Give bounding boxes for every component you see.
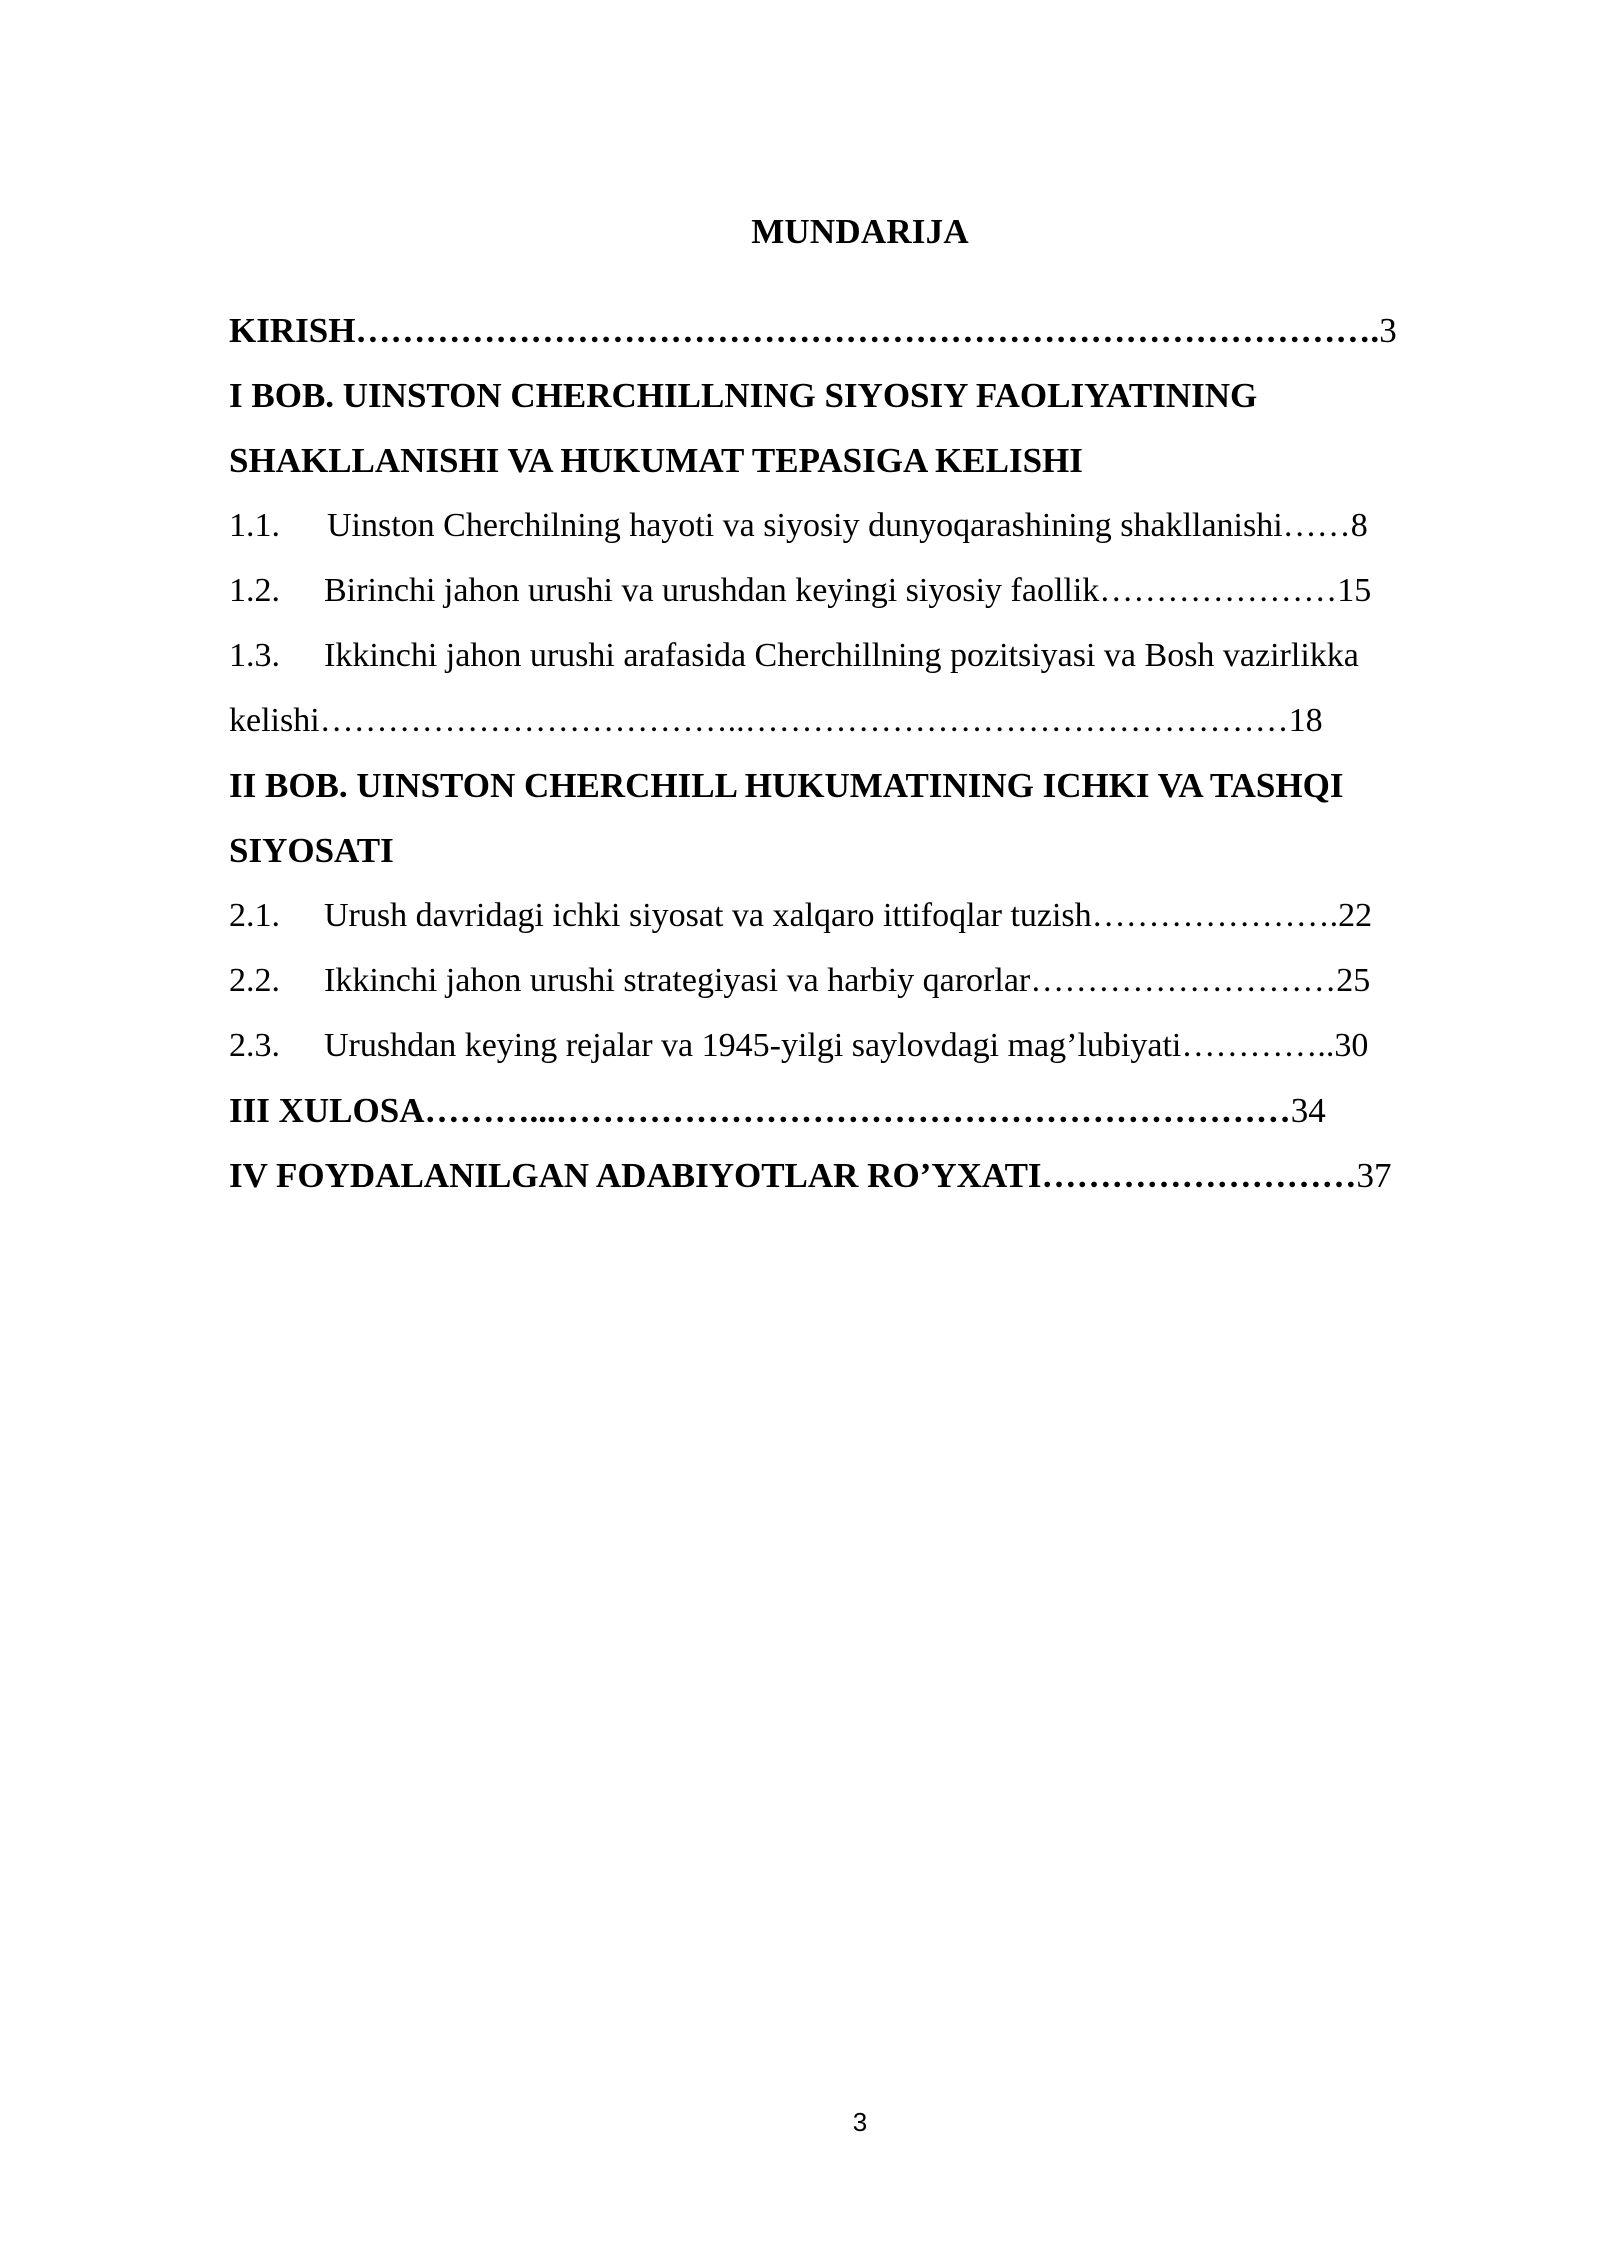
toc-entry-text: Birinchi jahon urushi va urushdan keyingi siyosiy faollik………………… bbox=[324, 572, 1338, 609]
toc-entry-number: 1.1. bbox=[229, 507, 280, 544]
toc-entry-text: III XULOSA………...……………………………………………………… bbox=[229, 1091, 1291, 1130]
toc-entry-text: Uinston Cherchilning hayoti va siyosiy dunyoqarashining shakllanishi…… bbox=[327, 507, 1351, 544]
toc-entry-number: 2.3. bbox=[229, 1027, 280, 1064]
toc-entry-kirish bbox=[229, 298, 1488, 363]
toc-entry-1-1 bbox=[229, 493, 1488, 558]
toc-entry-text: Ikkinchi jahon urushi arafasida Cherchillning pozitsiyasi va Bosh vazirlikka bbox=[324, 637, 1359, 674]
toc-entry-page: 37 bbox=[1356, 1156, 1392, 1195]
toc-entry-text: KIRISH……………………………………………………………………………. bbox=[229, 311, 1380, 350]
toc-entry-text: SIYOSATI bbox=[229, 831, 394, 870]
toc-entry-text: Urushdan keying rejalar va 1945-yilgi saylovdagi mag’lubiyati………….. bbox=[324, 1027, 1335, 1064]
toc-entry-1-3-cont bbox=[229, 688, 1488, 753]
toc-entry-page: 34 bbox=[1290, 1091, 1326, 1130]
toc-entry-text: kelishi………………………………..………………………………………… bbox=[229, 702, 1289, 739]
toc-entry-2-3 bbox=[229, 1013, 1488, 1078]
toc-entry-page: 25 bbox=[1336, 962, 1371, 999]
toc-entry-text: IV FOYDALANILGAN ADABIYOTLAR RO’YXATI……………………… bbox=[229, 1156, 1357, 1195]
toc-entry-1-3 bbox=[229, 623, 1488, 688]
table-of-contents bbox=[229, 298, 1488, 1208]
toc-entry-page: 22 bbox=[1338, 897, 1373, 934]
toc-entry-page: 8 bbox=[1350, 507, 1368, 544]
toc-entry-text: SHAKLLANISHI VA HUKUMAT TEPASIGA KELISHI bbox=[229, 441, 1083, 480]
toc-entry-1-2 bbox=[229, 558, 1488, 623]
toc-entry-text: I BOB. UINSTON CHERCHILLNING SIYOSIY FAOLIYATINING bbox=[229, 376, 1258, 415]
toc-entry-number: 1.2. bbox=[229, 572, 280, 609]
toc-entry-page: 15 bbox=[1337, 572, 1372, 609]
toc-entry-page: 3 bbox=[1379, 311, 1397, 350]
page-number: 3 bbox=[852, 2107, 868, 2137]
toc-entry-page: 30 bbox=[1334, 1027, 1369, 1064]
toc-entry-number: 2.2. bbox=[229, 962, 280, 999]
toc-chapter-2-heading bbox=[229, 753, 1488, 818]
toc-entry-adabiyotlar bbox=[229, 1143, 1488, 1208]
toc-entry-2-1 bbox=[229, 883, 1488, 948]
toc-entry-number: 2.1. bbox=[229, 897, 280, 934]
toc-entry-page: 18 bbox=[1288, 702, 1323, 739]
toc-chapter-1-heading bbox=[229, 363, 1488, 428]
toc-entry-number: 1.3. bbox=[229, 637, 280, 674]
toc-entry-text: Urush davridagi ichki siyosat va xalqaro ittifoqlar tuzish…………………. bbox=[324, 897, 1339, 934]
toc-entry-text: Ikkinchi jahon urushi strategiyasi va harbiy qarorlar……………………… bbox=[324, 962, 1337, 999]
toc-chapter-2-heading-cont bbox=[229, 818, 1488, 883]
toc-entry-2-2 bbox=[229, 948, 1488, 1013]
toc-entry-xulosa bbox=[229, 1078, 1488, 1143]
toc-entry-text: II BOB. UINSTON CHERCHILL HUKUMATINING ICHKI VA TASHQI bbox=[229, 766, 1344, 805]
toc-chapter-1-heading-cont bbox=[229, 428, 1488, 493]
toc-title: MUNDARIJA bbox=[751, 212, 969, 251]
